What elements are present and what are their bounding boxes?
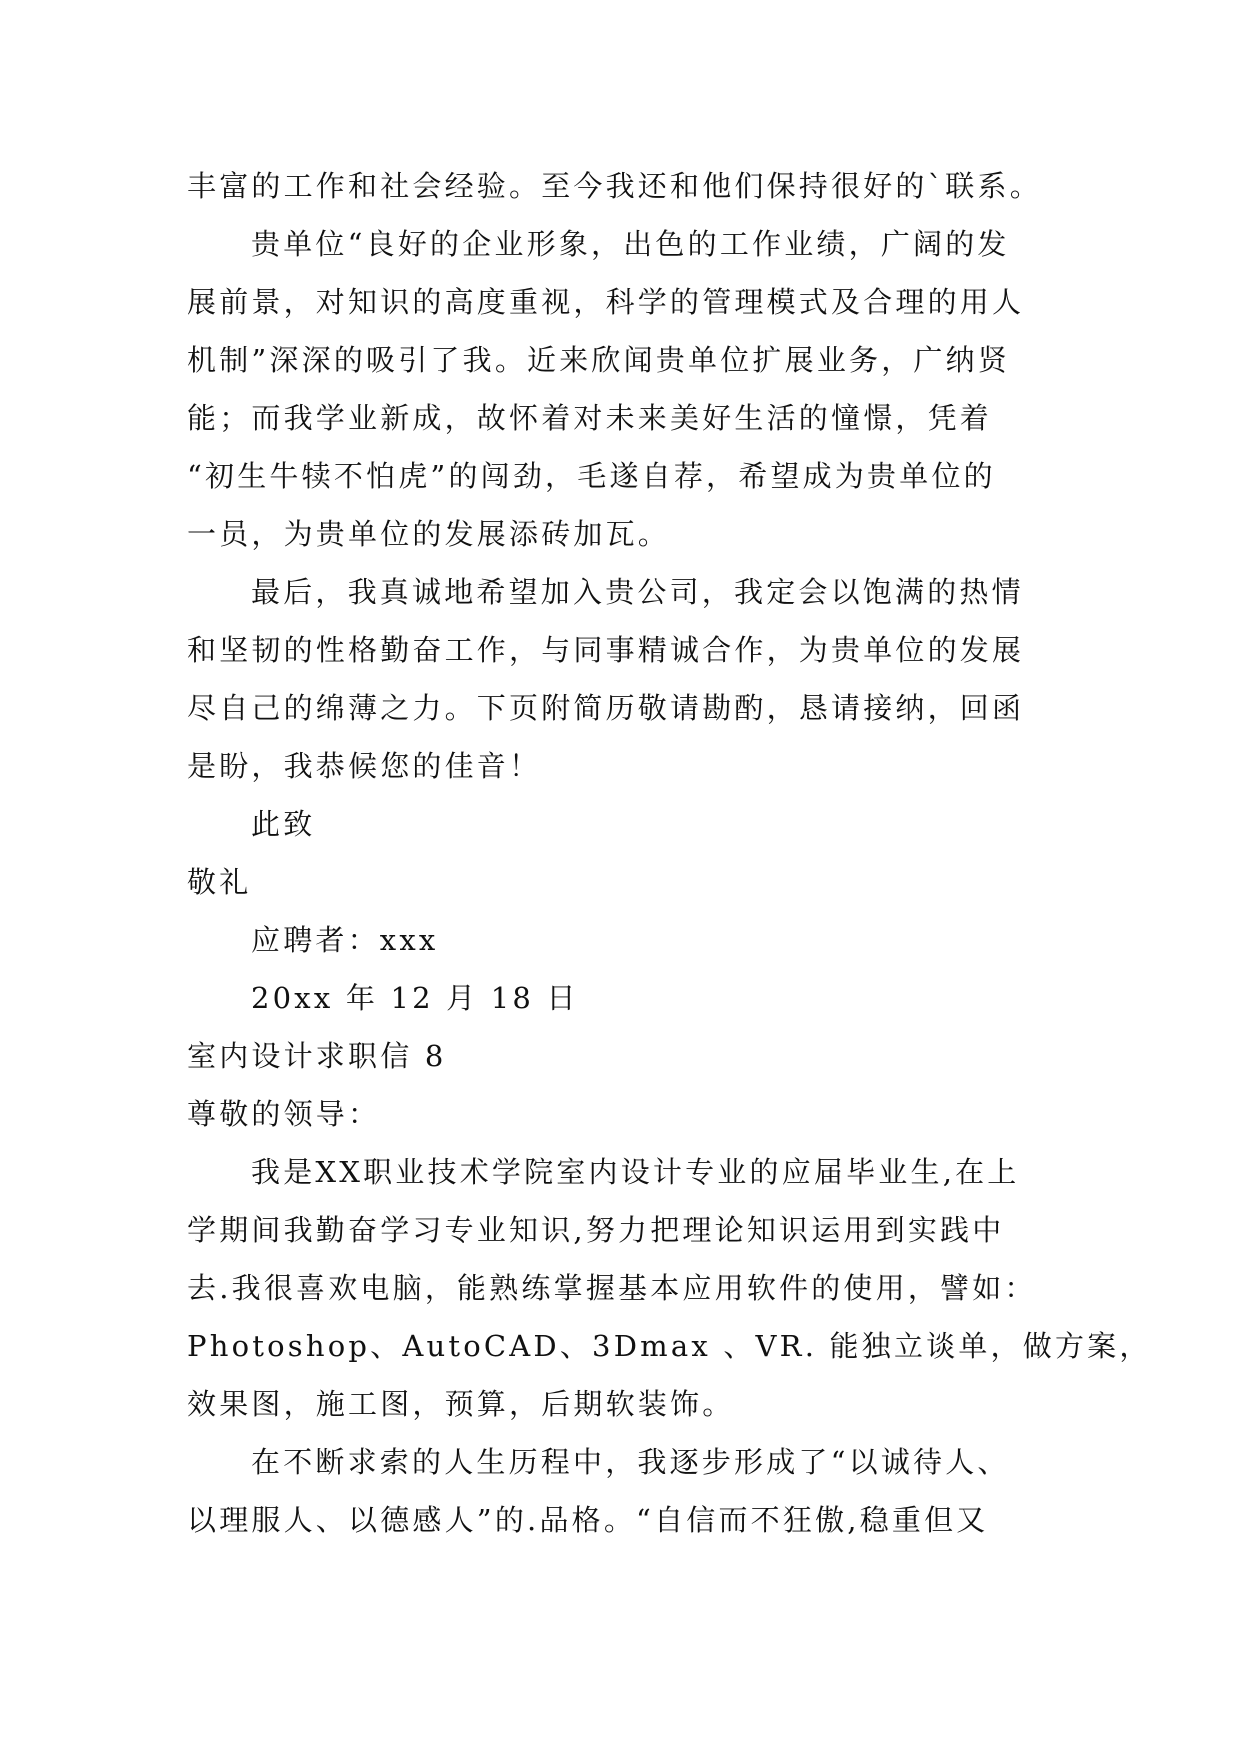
closing-regards: 敬礼 xyxy=(187,865,252,899)
body-line: 一员，为贵单位的发展添砖加瓦。 xyxy=(187,517,671,551)
letter-date: 20xx 年 12 月 18 日 xyxy=(251,981,579,1015)
body-line: 尽自己的绵薄之力。下页附简历敬请勘酌，恳请接纳，回函 xyxy=(187,691,1025,725)
applicant-signature: 应聘者：xxx xyxy=(251,923,439,957)
body-line: 学期间我勤奋学习专业知识,努力把理论知识运用到实践中 xyxy=(187,1213,1005,1247)
body-line: 丰富的工作和社会经验。至今我还和他们保持很好的`联系。 xyxy=(187,169,1042,203)
body-line: 是盼，我恭候您的佳音！ xyxy=(187,749,542,783)
body-line: 效果图，施工图，预算，后期软装饰。 xyxy=(187,1387,735,1421)
section-title: 室内设计求职信 8 xyxy=(187,1039,447,1073)
document-body xyxy=(187,157,1152,1549)
body-line: 在不断求索的人生历程中，我逐步形成了“以诚待人、 xyxy=(251,1445,1010,1479)
body-line: 和坚韧的性格勤奋工作，与同事精诚合作，为贵单位的发展 xyxy=(187,633,1025,667)
body-line: 能；而我学业新成，故怀着对未来美好生活的憧憬，凭着 xyxy=(187,401,993,435)
body-line: 我是XX职业技术学院室内设计专业的应届毕业生,在上 xyxy=(251,1155,1020,1189)
body-line: 以理服人、以德感人”的.品格。“自信而不狂傲,稳重但又 xyxy=(187,1503,989,1537)
body-line: 去.我很喜欢电脑，能熟练掌握基本应用软件的使用，譬如： xyxy=(187,1271,1037,1305)
body-line: “初生牛犊不怕虎”的闯劲，毛遂自荐，希望成为贵单位的 xyxy=(187,459,996,493)
letter-greeting: 尊敬的领导： xyxy=(187,1097,381,1131)
body-line: 展前景，对知识的高度重视，科学的管理模式及合理的用人 xyxy=(187,285,1025,319)
body-line: Photoshop、AutoCAD、3Dmax 、VR. 能独立谈单，做方案， xyxy=(187,1329,1152,1363)
body-line: 最后，我真诚地希望加入贵公司，我定会以饱满的热情 xyxy=(251,575,1024,609)
body-line: 机制”深深的吸引了我。近来欣闻贵单位扩展业务，广纳贤 xyxy=(187,343,1011,377)
closing-salutation: 此致 xyxy=(251,807,316,841)
body-line: 贵单位“良好的企业形象，出色的工作业绩，广阔的发 xyxy=(251,227,1010,261)
